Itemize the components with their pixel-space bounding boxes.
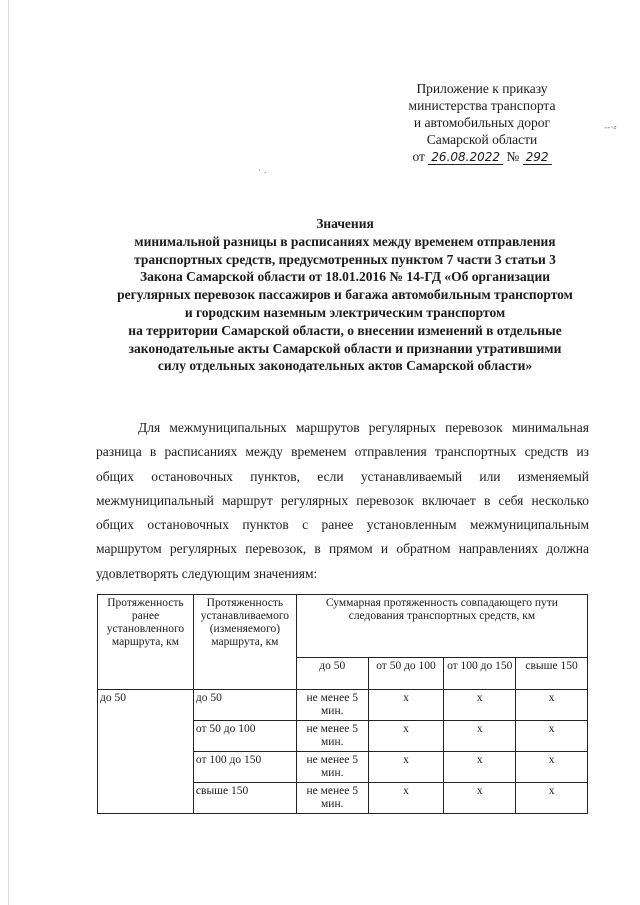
subheader-cell: от 100 до 150 — [444, 658, 516, 690]
appendix-line: Приложение к приказу — [416, 81, 548, 96]
title-line: транспортных средств, предусмотренных пунктом 7 части 3 статьи 3 — [134, 251, 556, 267]
appendix-block — [397, 80, 567, 166]
scan-speck: · . — [258, 166, 267, 176]
cell-value: x — [368, 783, 444, 814]
table-header-row — [98, 595, 588, 658]
appendix-line: и автомобильных дорог — [413, 115, 551, 130]
order-date-number — [397, 148, 567, 166]
subheader-cell: до 50 — [296, 658, 368, 690]
number-prefix: № — [506, 149, 520, 164]
cell-value: x — [444, 690, 516, 721]
cell-new-route: от 50 до 100 — [193, 721, 296, 752]
body-paragraph: Для межмуниципальных маршрутов регулярных перевозок минимальная разница в расписаниях между временем отправления транспортных средств из общих остановочных пунктов, если устанавливаемый или изменяемый межмуниципальный маршрут регулярных перевозок включает в себя несколько общих остановочных пунктов с ранее установленным межмуниципальным маршрутом регулярных перевозок, в прямом и обратном направлениях должна удовлетворять следующим значениям: — [96, 420, 589, 581]
subheader-cell: от 50 до 100 — [368, 658, 444, 690]
values-table — [97, 594, 588, 814]
title-line: Закона Самарской области от 18.01.2016 № 14-ГД «Об организации — [139, 269, 551, 285]
cell-prior-route: до 50 — [98, 690, 194, 814]
cell-value: не менее 5 мин. — [296, 721, 368, 752]
cell-value: x — [444, 721, 516, 752]
cell-new-route: от 100 до 150 — [193, 752, 296, 783]
cell-value: не менее 5 мин. — [296, 690, 368, 721]
appendix-line: Самарской области — [426, 132, 538, 147]
cell-value: не менее 5 мин. — [296, 752, 368, 783]
date-prefix: от — [412, 149, 425, 164]
cell-new-route: свыше 150 — [193, 783, 296, 814]
cell-value: x — [368, 752, 444, 783]
title-line: регулярных перевозок пассажиров и багажа автомобильным транспортом — [117, 287, 573, 303]
cell-value: x — [444, 783, 516, 814]
cell-value: x — [444, 752, 516, 783]
header-prior-route: Протяженность ранее установленного маршрута, км — [98, 595, 194, 690]
order-number: 292 — [523, 150, 552, 165]
header-new-route: Протяженность устанавливаемого (изменяемого) маршрута, км — [193, 595, 296, 690]
cell-new-route: до 50 — [193, 690, 296, 721]
cell-value: x — [516, 783, 588, 814]
cell-value: x — [516, 690, 588, 721]
scan-edge-line — [8, 0, 9, 905]
subheader-cell: свыше 150 — [516, 658, 588, 690]
title-line: и городским наземным электрическим транспортом — [184, 304, 506, 320]
cell-value: не менее 5 мин. — [296, 783, 368, 814]
cell-value: x — [516, 721, 588, 752]
title-line: на территории Самарской области, о внесении изменений в отдельные — [128, 322, 562, 338]
cell-value: x — [516, 752, 588, 783]
title-line: силу отдельных законодательных актов Самарской области» — [157, 358, 533, 374]
header-overlap-length: Суммарная протяженность совпадающего пути следования транспортных средств, км — [296, 595, 587, 658]
cell-value: x — [368, 690, 444, 721]
table-row — [98, 690, 588, 721]
cell-value: x — [368, 721, 444, 752]
title-line: законодательные акты Самарской области и признании утратившими — [128, 340, 562, 356]
body-paragraph-block — [96, 416, 589, 586]
order-date: 26.08.2022 — [428, 150, 503, 165]
appendix-line: министерства транспорта — [408, 98, 556, 113]
title-line: Значения — [316, 216, 374, 231]
title-line: минимальной разницы в расписаниях между временем отправления — [134, 233, 556, 249]
scan-speck: ‐‐·⸗ — [604, 123, 617, 133]
document-title — [95, 215, 595, 375]
